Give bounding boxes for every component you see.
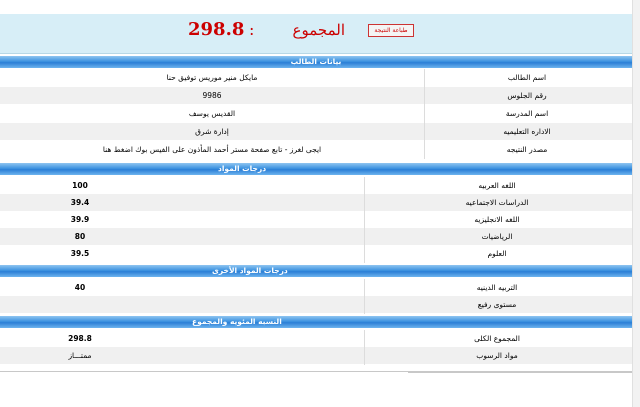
subject-row: [0, 245, 632, 263]
other-subject-name: التربيه الدينيه: [476, 283, 518, 292]
school-row: [0, 105, 632, 123]
subject-name: العلوم: [487, 249, 507, 258]
bottom-divider-secondary: [408, 372, 632, 373]
subject-grade: 100: [72, 181, 88, 190]
subject-name: اللغه الانجليزيه: [474, 215, 520, 224]
seat-number-value: 9986: [202, 91, 222, 100]
subjects-section-header: [0, 163, 632, 175]
failed-subjects-label: مواد الرسوب: [476, 351, 518, 360]
total-value: 298.8: [188, 19, 245, 40]
student-name-row: [0, 69, 632, 87]
subject-row: [0, 177, 632, 195]
total-score-value: 298.8: [68, 334, 92, 343]
other-subject-row: [0, 279, 632, 297]
school-label: اسم المدرسة: [505, 109, 549, 118]
subject-grade: 80: [74, 232, 86, 241]
print-result-button[interactable]: طباعة النتيجة: [368, 24, 414, 37]
source-row: [0, 141, 632, 159]
student-section-header: [0, 56, 632, 68]
subject-grade: 39.9: [70, 215, 90, 224]
other-subject-name: مستوى رفيع: [477, 300, 517, 309]
total-score-label: المجموع الكلى: [474, 334, 520, 343]
seat-number-label: رقم الجلوس: [507, 91, 547, 100]
total-row: [0, 330, 632, 348]
totals-section-header: [0, 316, 632, 328]
subject-grade: 39.5: [70, 249, 90, 258]
total-label: المجموع: [292, 21, 345, 39]
subject-name: الدراسات الاجتماعيه: [465, 198, 529, 207]
other-section-header: [0, 265, 632, 277]
source-label: مصدر النتيجه: [506, 145, 548, 154]
source-link[interactable]: ايجى لغرز - تابع صفحة مستر أحمد المأذون على الفيس بوك اضغط هنا: [102, 145, 322, 154]
summary-panel: [0, 14, 632, 54]
student-name-label: اسم الطالب: [507, 73, 547, 82]
totals-section-title: النسبه المئويه والمجموع: [192, 317, 282, 326]
subject-row: [0, 228, 632, 246]
admin-row: [0, 123, 632, 141]
student-name-value: مايكل منير موريس توفيق حنا: [166, 73, 258, 82]
other-subject-grade: 40: [74, 283, 86, 292]
top-bar: [0, 0, 640, 14]
other-subject-row: [0, 296, 632, 314]
total-colon: :: [249, 20, 255, 39]
other-section-title: درجات المواد الأخرى: [212, 266, 288, 275]
failed-subjects-row: [0, 347, 632, 365]
subject-row: [0, 194, 632, 212]
admin-value: إدارة شرق: [195, 127, 229, 136]
subjects-section-title: درجات المواد: [218, 164, 267, 173]
student-section-title: بيانات الطالب: [290, 57, 342, 66]
subject-row: [0, 211, 632, 229]
subject-name: الرياضيات: [481, 232, 513, 241]
failed-subjects-value: ممتـــاز: [68, 351, 92, 360]
subject-grade: 39.4: [70, 198, 90, 207]
window-edge: [632, 0, 640, 407]
subject-name: اللغه العربيه: [478, 181, 516, 190]
seat-number-row: [0, 87, 632, 105]
admin-label: الاداره التعليميه: [503, 127, 551, 136]
other-subject-grade: [0, 296, 160, 314]
school-value: القديس يوسف: [188, 109, 236, 118]
